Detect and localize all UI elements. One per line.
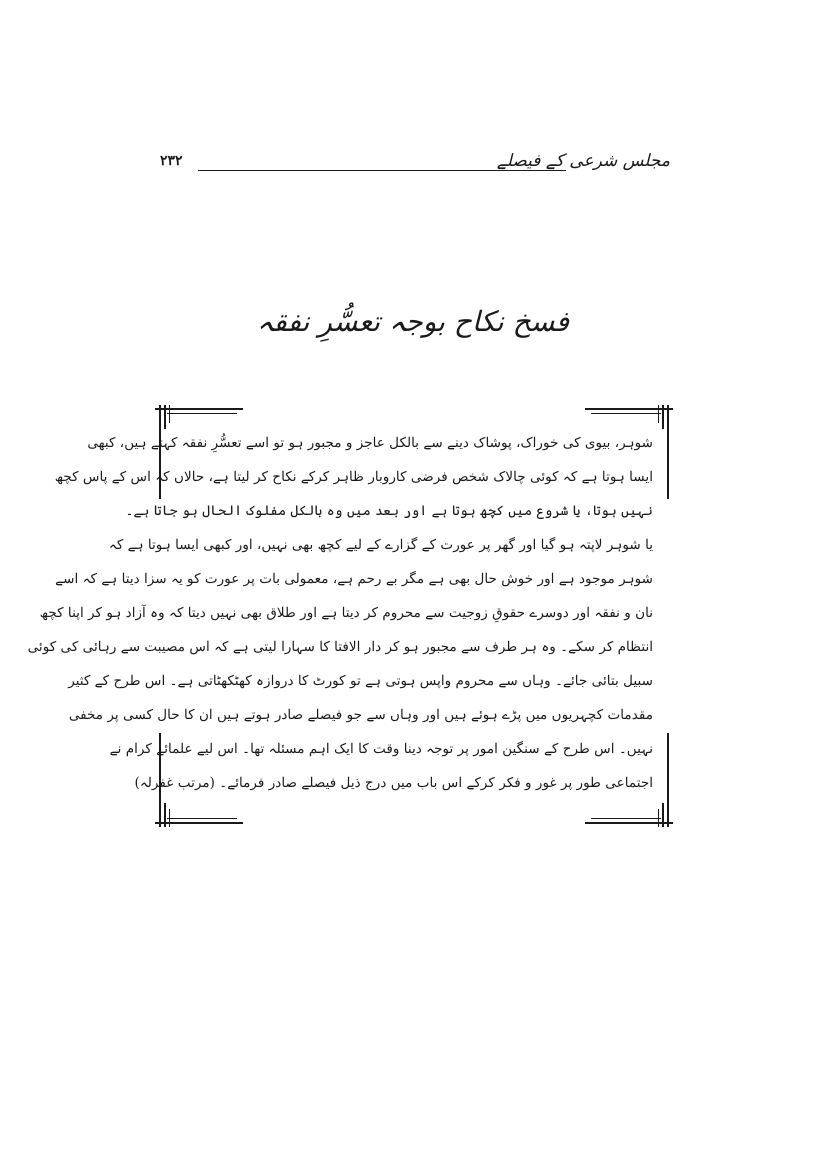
frame-corner-bottom-right (583, 801, 673, 827)
body-line: نہیں ہوتا، یا شروع میں کچھ ہوتا ہے اور بعد میں وہ بالکل مفلوک الحال ہو جاتا ہے۔ (125, 503, 653, 519)
chapter-title: فسخ نکاح بوجہ تعسُّرِ نفقہ (256, 305, 570, 338)
book-title: مجلس شرعی کے فیصلے (496, 151, 670, 171)
body-line: اجتماعی طور پر غور و فکر کرکے اس باب میں درج ذیل فیصلے صادر فرمائے۔ (مرتب غفرلہ) (134, 775, 653, 791)
frame-side-bar (667, 733, 669, 803)
body-line: یا شوہر لاپتہ ہو گیا اور گھر پر عورت کے گزارے کے لیے کچھ بھی نہیں، اور کبھی ایسا ہوتا ہے کہ (108, 537, 653, 553)
body-line: سبیل بتائی جائے۔ وہاں سے محروم واپس ہوتی ہے تو کورٹ کا دروازہ کھٹکھٹاتی ہے۔ اس طرح کے کثیر (68, 673, 653, 689)
body-paragraphs (27, 426, 653, 800)
body-line: ایسا ہوتا ہے کہ کوئی چالاک شخص فرضی کاروبار ظاہر کرکے نکاح کر لیتا ہے، حالاں کہ اس کے پاس کچھ (54, 469, 653, 485)
body-line: نہیں۔ اس طرح کے سنگین امور پر توجہ دینا وقت کا ایک اہم مسئلہ تھا۔ اس لیے علمائے کرام نے (109, 741, 653, 757)
body-line: شوہر موجود ہے اور خوش حال بھی ہے مگر بے رحم ہے، معمولی بات پر عورت کو یہ سزا دیتا ہے کہ اسے (55, 571, 653, 587)
body-line: شوہر، بیوی کی خوراک، پوشاک دینے سے بالکل عاجز و مجبور ہو تو اسے تعسُّرِ نفقہ کہتے ہیں، کبھی (87, 435, 653, 451)
body-line: انتظام کر سکے۔ وہ ہر طرف سے مجبور ہو کر دار الافتا کا سہارا لیتی ہے کہ اس مصیبت سے رہائی کی کوئی (27, 639, 653, 655)
body-line: مقدمات کچہریوں میں پڑے ہوئے ہیں اور وہاں سے جو فیصلے صادر ہوتے ہیں ان کا حال کسی پر مخفی (68, 707, 653, 723)
frame-side-bar (667, 429, 669, 499)
header-rule (198, 170, 566, 171)
frame-corner-bottom-left (155, 801, 245, 827)
page-number: ۲۳۲ (160, 153, 183, 169)
body-line: نان و نفقہ اور دوسرے حقوقِ زوجیت سے محروم کر دیتا ہے اور طلاق بھی نہیں دیتا کہ وہ آزاد ہو کر اپنا کچھ (39, 605, 653, 621)
running-header (160, 150, 670, 178)
